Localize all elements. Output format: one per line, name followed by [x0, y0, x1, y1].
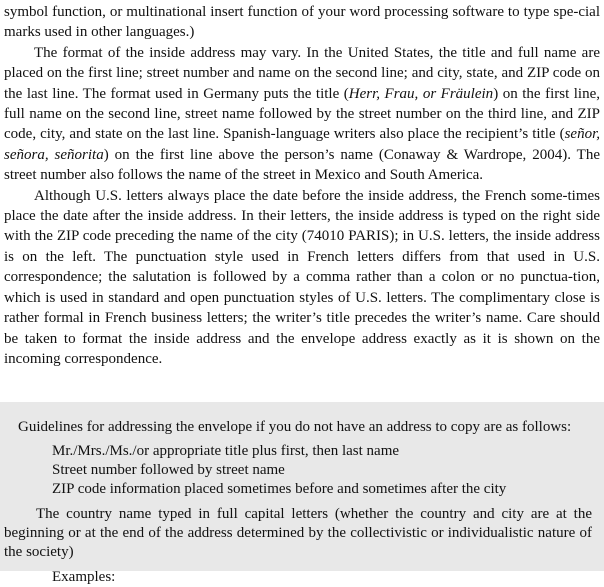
guidelines-intro: Guidelines for addressing the envelope if you do not have an address to copy are as follows:: [18, 419, 572, 435]
body-text: [4, 2, 600, 369]
country-name-note: The country name typed in full capital letters (whether the country and city are at the beginning or at the end of the address determined by the collectivistic or individualistic nature of the society): [4, 506, 592, 560]
text-run: The format of the inside address may vary. In the United States, the title and full name are placed on the first line; street number and name on the second line; and city, state, and ZIP code on the last line. The format used in Germany puts the title (: [4, 44, 600, 102]
text-run: ) on the first line above the person’s name (Conaway & Wardrope, 2004). The street number also follows the name of the street in Mexico and South America.: [4, 146, 600, 184]
text-run: symbol function, or multinational insert function of your word processing software to type spe-cial marks used in other languages.): [4, 4, 600, 41]
guideline-item: Street number followed by street name: [52, 462, 285, 478]
guidelines-content: [4, 418, 594, 587]
paragraph-french-letters: [4, 186, 600, 370]
text-run: ) on the first line, full name on the second line, street name followed by the street number on the third line, and ZIP code, city, and state on the last line. Spanish-language writers also place the recipient’s title (: [4, 85, 600, 143]
guidelines-list: [18, 442, 594, 499]
paragraph-marks-note: [4, 2, 600, 43]
guideline-item: Mr./Mrs./Ms./or appropriate title plus first, then last name: [52, 443, 400, 459]
paragraph-inside-address-format: [4, 43, 600, 186]
examples-label: Examples:: [52, 569, 116, 585]
guideline-item: ZIP code information placed sometimes before and sometimes after the city: [52, 481, 507, 497]
italic-spanish-titles: señor, señora, señorita: [4, 126, 600, 163]
italic-german-titles: Herr, Frau, or Fräulein: [348, 85, 494, 102]
text-run: Although U.S. letters always place the date before the inside address, the French some-times place the date after the inside address. In their letters, the inside address is typed on the right side with the ZIP code preceding the name of the city (74010 PARIS); in U.S. letters, the inside address is on the left. The punctuation style used in French letters differs from that used in U.S. correspondence; the salutation is followed by a comma rather than a colon or no punctua-tion, which is used in standard and open punctuation styles of U.S. letters. The complimentary close is rather formal in French business letters; the writer’s title precedes the writer’s name. Care should be taken to format the inside address and the envelope address exactly as it is shown on the incoming correspondence.: [4, 187, 600, 367]
guidelines-box: [0, 402, 604, 585]
